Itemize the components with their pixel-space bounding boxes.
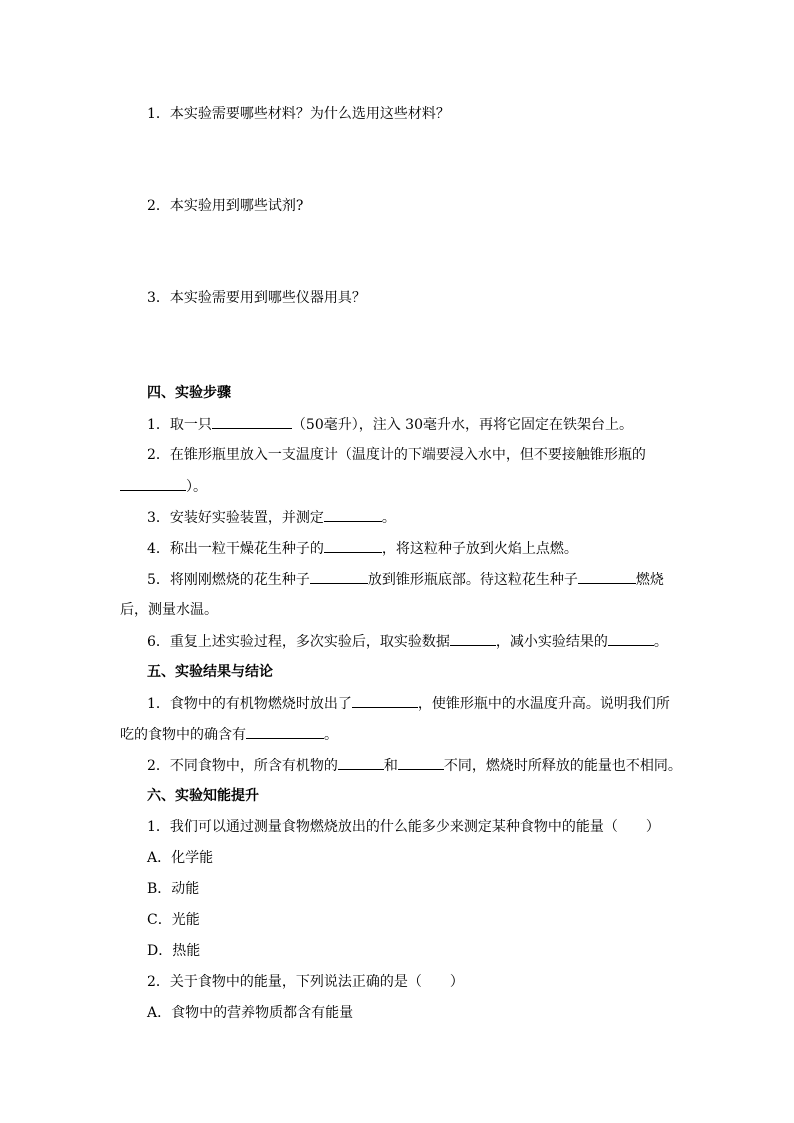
step-1 [147, 414, 633, 434]
result-1-text-b: ，使锥形瓶中的水温度升高。说明我们所 [417, 696, 670, 712]
step-5-text-a: 5．将刚刚燃烧的花生种子 [147, 572, 310, 588]
result-1-line-1 [147, 693, 670, 713]
step-5-text-c: 燃烧 [635, 572, 664, 588]
blank [324, 538, 382, 553]
question-materials: 1．本实验需要哪些材料？为什么选用这些材料？ [147, 106, 450, 122]
blank [212, 414, 292, 429]
step-3 [147, 507, 396, 527]
step-6 [147, 631, 668, 651]
result-2-text-a: 2．不同食物中，所含有机物的 [147, 758, 338, 774]
step-2-line-2 [120, 476, 207, 496]
result-1-text-a: 1．食物中的有机物燃烧时放出了 [147, 696, 352, 712]
result-1-text-d: 。 [324, 727, 338, 743]
blank [324, 507, 382, 522]
mcq-2-option-a: A．食物中的营养物质都含有能量 [147, 1005, 354, 1021]
blank [338, 755, 384, 770]
blank [450, 631, 496, 646]
step-2-line-1: 2．在锥形瓶里放入一支温度计（温度计的下端要浸入水中，但不要接触锥形瓶的 [147, 447, 646, 463]
blank [310, 569, 368, 584]
mcq-1-option-c: C．光能 [147, 912, 200, 928]
step-2-text-b: ）。 [186, 479, 207, 495]
step-3-text-a: 3．安装好实验装置，并测定 [147, 510, 324, 526]
blank [246, 724, 324, 739]
step-6-text-c: 。 [653, 634, 668, 650]
step-6-text-a: 6．重复上述实验过程，多次实验后，取实验数据 [147, 634, 450, 650]
result-2 [147, 755, 682, 775]
blank [398, 755, 444, 770]
mcq-2-stem: 2．关于食物中的能量，下列说法正确的是（ ） [147, 974, 464, 990]
step-4 [147, 538, 578, 558]
step-4-text-a: 4．称出一粒干燥花生种子的 [147, 541, 324, 557]
blank [120, 476, 186, 491]
step-1-text-a: 1．取一只 [147, 417, 212, 433]
result-2-text-c: 不同，燃烧时所释放的能量也不相同。 [443, 758, 682, 774]
result-1-line-2 [120, 724, 338, 744]
section-4-title: 四、实验步骤 [147, 385, 231, 401]
step-1-text-b: （50毫升），注入 30毫升水，再将它固定在铁架台上。 [291, 417, 633, 433]
question-instruments: 3．本实验需要用到哪些仪器用具？ [147, 290, 366, 306]
blank [352, 693, 418, 708]
step-5-line-1 [147, 569, 664, 589]
blank [578, 569, 636, 584]
section-6-title: 六、实验知能提升 [147, 788, 259, 804]
question-reagents: 2．本实验用到哪些试剂? [147, 198, 304, 214]
mcq-1-option-b: B．动能 [147, 881, 200, 897]
step-6-text-b: ，减小实验结果的 [495, 634, 608, 650]
blank [608, 631, 654, 646]
result-2-text-b: 和 [383, 758, 398, 774]
step-5-line-2: 后，测量水温。 [120, 602, 218, 618]
mcq-1-option-a: A．化学能 [147, 850, 214, 866]
mcq-1-option-d: D．热能 [147, 943, 201, 959]
step-5-text-b: 放到锥形瓶底部。待这粒花生种子 [367, 572, 578, 588]
mcq-1-stem: 1．我们可以通过测量食物燃烧放出的什么能多少来测定某种食物中的能量（ ） [147, 819, 660, 835]
section-5-title: 五、实验结果与结论 [147, 664, 273, 680]
step-3-text-b: 。 [381, 510, 396, 526]
step-4-text-b: ，将这粒种子放到火焰上点燃。 [381, 541, 578, 557]
result-1-text-c: 吃的食物中的确含有 [120, 727, 246, 743]
